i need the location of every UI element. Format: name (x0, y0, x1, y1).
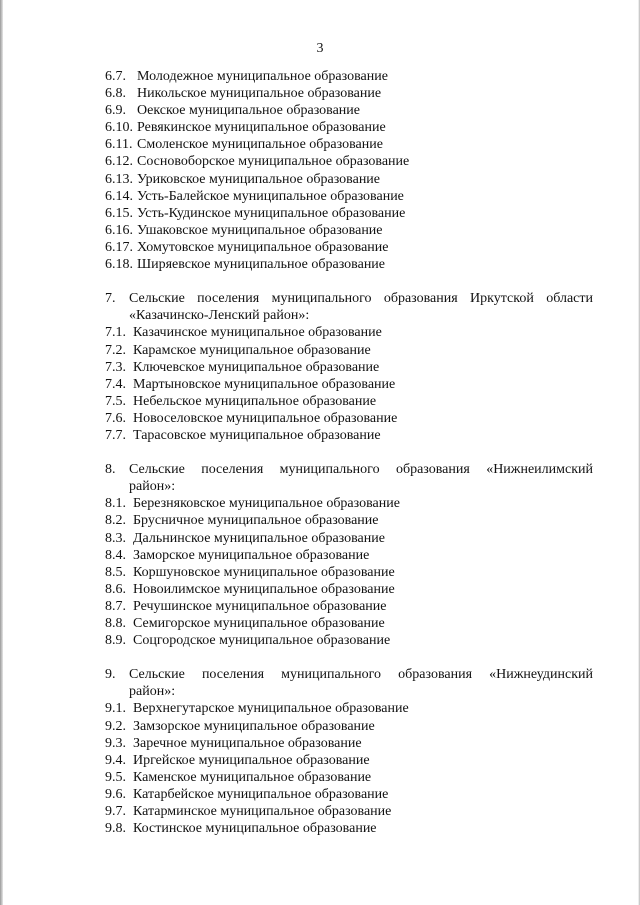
item-number: 6.17. (105, 239, 133, 255)
list-item (105, 820, 593, 837)
list-item (105, 632, 593, 649)
item-text: Замзорское муниципальное образование (133, 718, 375, 734)
item-number: 8.1. (105, 496, 126, 512)
item-text: Оекское муниципальное образование (137, 103, 360, 119)
list-item (105, 222, 593, 239)
item-text: Иргейское муниципальное образование (133, 752, 370, 768)
section-spacer (105, 273, 593, 290)
item-text: Смоленское муниципальное образование (137, 137, 383, 153)
item-number: 8.2. (105, 513, 126, 529)
item-text: Сосновоборское муниципальное образование (137, 154, 410, 170)
item-text: Катарбейское муниципальное образование (133, 786, 389, 802)
list-item (105, 786, 593, 803)
item-number: 6.14. (105, 188, 133, 204)
item-number: 9.3. (105, 735, 126, 751)
list-item (105, 102, 593, 119)
item-number: 8.5. (105, 564, 126, 580)
list-item (105, 136, 593, 153)
section-number: 7. (105, 291, 116, 307)
section-8 (105, 461, 593, 649)
item-number: 8.8. (105, 616, 126, 631)
item-number: 6.18. (105, 257, 133, 273)
list-item (105, 205, 593, 222)
list-item (105, 188, 593, 205)
item-text: Семигорское муниципальное образование (133, 616, 385, 631)
list-item (105, 530, 593, 547)
heading-line-1: Сельские поселения муниципального образования Иркутской области (129, 291, 593, 307)
list-item (105, 564, 593, 581)
list-item (105, 376, 593, 393)
item-number: 6.9. (105, 103, 126, 119)
list-item (105, 598, 593, 615)
heading-line-2: район»: (129, 684, 176, 700)
item-text: Костинское муниципальное образование (133, 821, 377, 837)
section-spacer (105, 649, 593, 666)
list-item (105, 735, 593, 752)
item-text: Березняковское муниципальное образование (133, 496, 400, 512)
list-item (105, 718, 593, 735)
item-text: Мартыновское муниципальное образование (133, 376, 396, 392)
list-item (105, 119, 593, 136)
item-text: Ширяевское муниципальное образование (137, 257, 386, 273)
list-item (105, 324, 593, 341)
list-item (105, 85, 593, 102)
item-number: 6.11. (105, 137, 133, 153)
item-text: Катарминское муниципальное образование (133, 804, 392, 820)
item-number: 8.4. (105, 547, 126, 563)
list-item (105, 581, 593, 598)
list-item (105, 68, 593, 85)
list-item (105, 359, 593, 376)
item-number: 9.6. (105, 786, 126, 802)
item-text: Уриковское муниципальное образование (137, 171, 381, 187)
item-number: 9.1. (105, 701, 126, 717)
heading-line-2: район»: (129, 479, 176, 495)
item-text: Новоселовское муниципальное образование (133, 410, 398, 426)
item-text: Усть-Балейское муниципальное образование (137, 188, 404, 204)
document-body (105, 68, 593, 837)
item-number: 9.7. (105, 804, 126, 820)
item-number: 6.15. (105, 205, 133, 221)
section-number: 8. (105, 462, 116, 478)
item-text: Соцгородское муниципальное образование (133, 633, 391, 649)
item-text: Коршуновское муниципальное образование (133, 564, 395, 580)
heading-line-1: Сельские поселения муниципального образования «Нижнеудинский (129, 667, 593, 683)
item-text: Хомутовское муниципальное образование (137, 239, 389, 255)
item-text: Речушинское муниципальное образование (133, 598, 387, 614)
list-item (105, 393, 593, 410)
heading-line-2: «Казачинско-Ленский район»: (129, 308, 310, 324)
item-text: Верхнегутарское муниципальное образование (133, 701, 409, 717)
page-number: 3 (316, 41, 324, 56)
item-text: Каменское муниципальное образование (133, 769, 372, 785)
item-number: 7.1. (105, 325, 126, 341)
section-heading-text (129, 461, 593, 495)
section-heading (105, 290, 593, 324)
list-item (105, 495, 593, 512)
section-spacer (105, 444, 593, 461)
item-number: 7.6. (105, 410, 126, 426)
item-number: 7.3. (105, 359, 126, 375)
item-text: Усть-Кудинское муниципальное образование (137, 205, 406, 221)
item-number: 9.5. (105, 769, 126, 785)
item-text: Ревякинское муниципальное образование (137, 120, 386, 136)
list-item (105, 512, 593, 529)
item-number: 7.7. (105, 427, 126, 443)
item-number: 6.13. (105, 171, 133, 187)
section-number: 9. (105, 667, 116, 683)
item-number: 6.8. (105, 86, 126, 102)
item-text: Небельское муниципальное образование (133, 393, 377, 409)
item-number: 9.8. (105, 821, 126, 837)
item-text: Молодежное муниципальное образование (137, 69, 388, 84)
section-9 (105, 666, 593, 837)
item-number: 8.9. (105, 633, 126, 649)
item-number: 7.2. (105, 342, 126, 358)
list-item (105, 547, 593, 564)
item-text: Заречное муниципальное образование (133, 735, 362, 751)
list-item (105, 427, 593, 444)
list-item (105, 803, 593, 820)
item-number: 6.16. (105, 222, 133, 238)
section-heading (105, 666, 593, 700)
list-item (105, 410, 593, 427)
item-text: Дальнинское муниципальное образование (133, 530, 385, 546)
section-6-list (105, 68, 593, 273)
list-item (105, 342, 593, 359)
item-number: 7.4. (105, 376, 126, 392)
item-number: 8.3. (105, 530, 126, 546)
item-number: 6.7. (105, 69, 126, 84)
item-number: 7.5. (105, 393, 126, 409)
list-item (105, 171, 593, 188)
list-item (105, 700, 593, 717)
item-text: Никольское муниципальное образование (137, 86, 382, 102)
list-item (105, 615, 593, 632)
section-heading-text (129, 290, 593, 324)
section-7 (105, 290, 593, 444)
item-text: Казачинское муниципальное образование (133, 325, 382, 341)
item-number: 6.10. (105, 120, 133, 136)
section-heading (105, 461, 593, 495)
heading-line-1: Сельские поселения муниципального образования «Нижнеилимский (129, 462, 593, 478)
item-text: Брусничное муниципальное образование (133, 513, 379, 529)
item-text: Тарасовское муниципальное образование (133, 427, 381, 443)
section-heading-text (129, 666, 593, 700)
item-number: 8.6. (105, 581, 126, 597)
item-text: Ушаковское муниципальное образование (137, 222, 383, 238)
item-text: Ключевское муниципальное образование (133, 359, 380, 375)
item-number: 6.12. (105, 154, 133, 170)
list-item (105, 239, 593, 256)
item-text: Заморское муниципальное образование (133, 547, 370, 563)
list-item (105, 752, 593, 769)
item-text: Новоилимское муниципальное образование (133, 581, 395, 597)
item-number: 8.7. (105, 598, 126, 614)
item-number: 9.2. (105, 718, 126, 734)
list-item (105, 153, 593, 170)
list-item (105, 769, 593, 786)
item-text: Карамское муниципальное образование (133, 342, 371, 358)
list-item (105, 256, 593, 273)
item-number: 9.4. (105, 752, 126, 768)
scan-edge-left (0, 0, 3, 905)
